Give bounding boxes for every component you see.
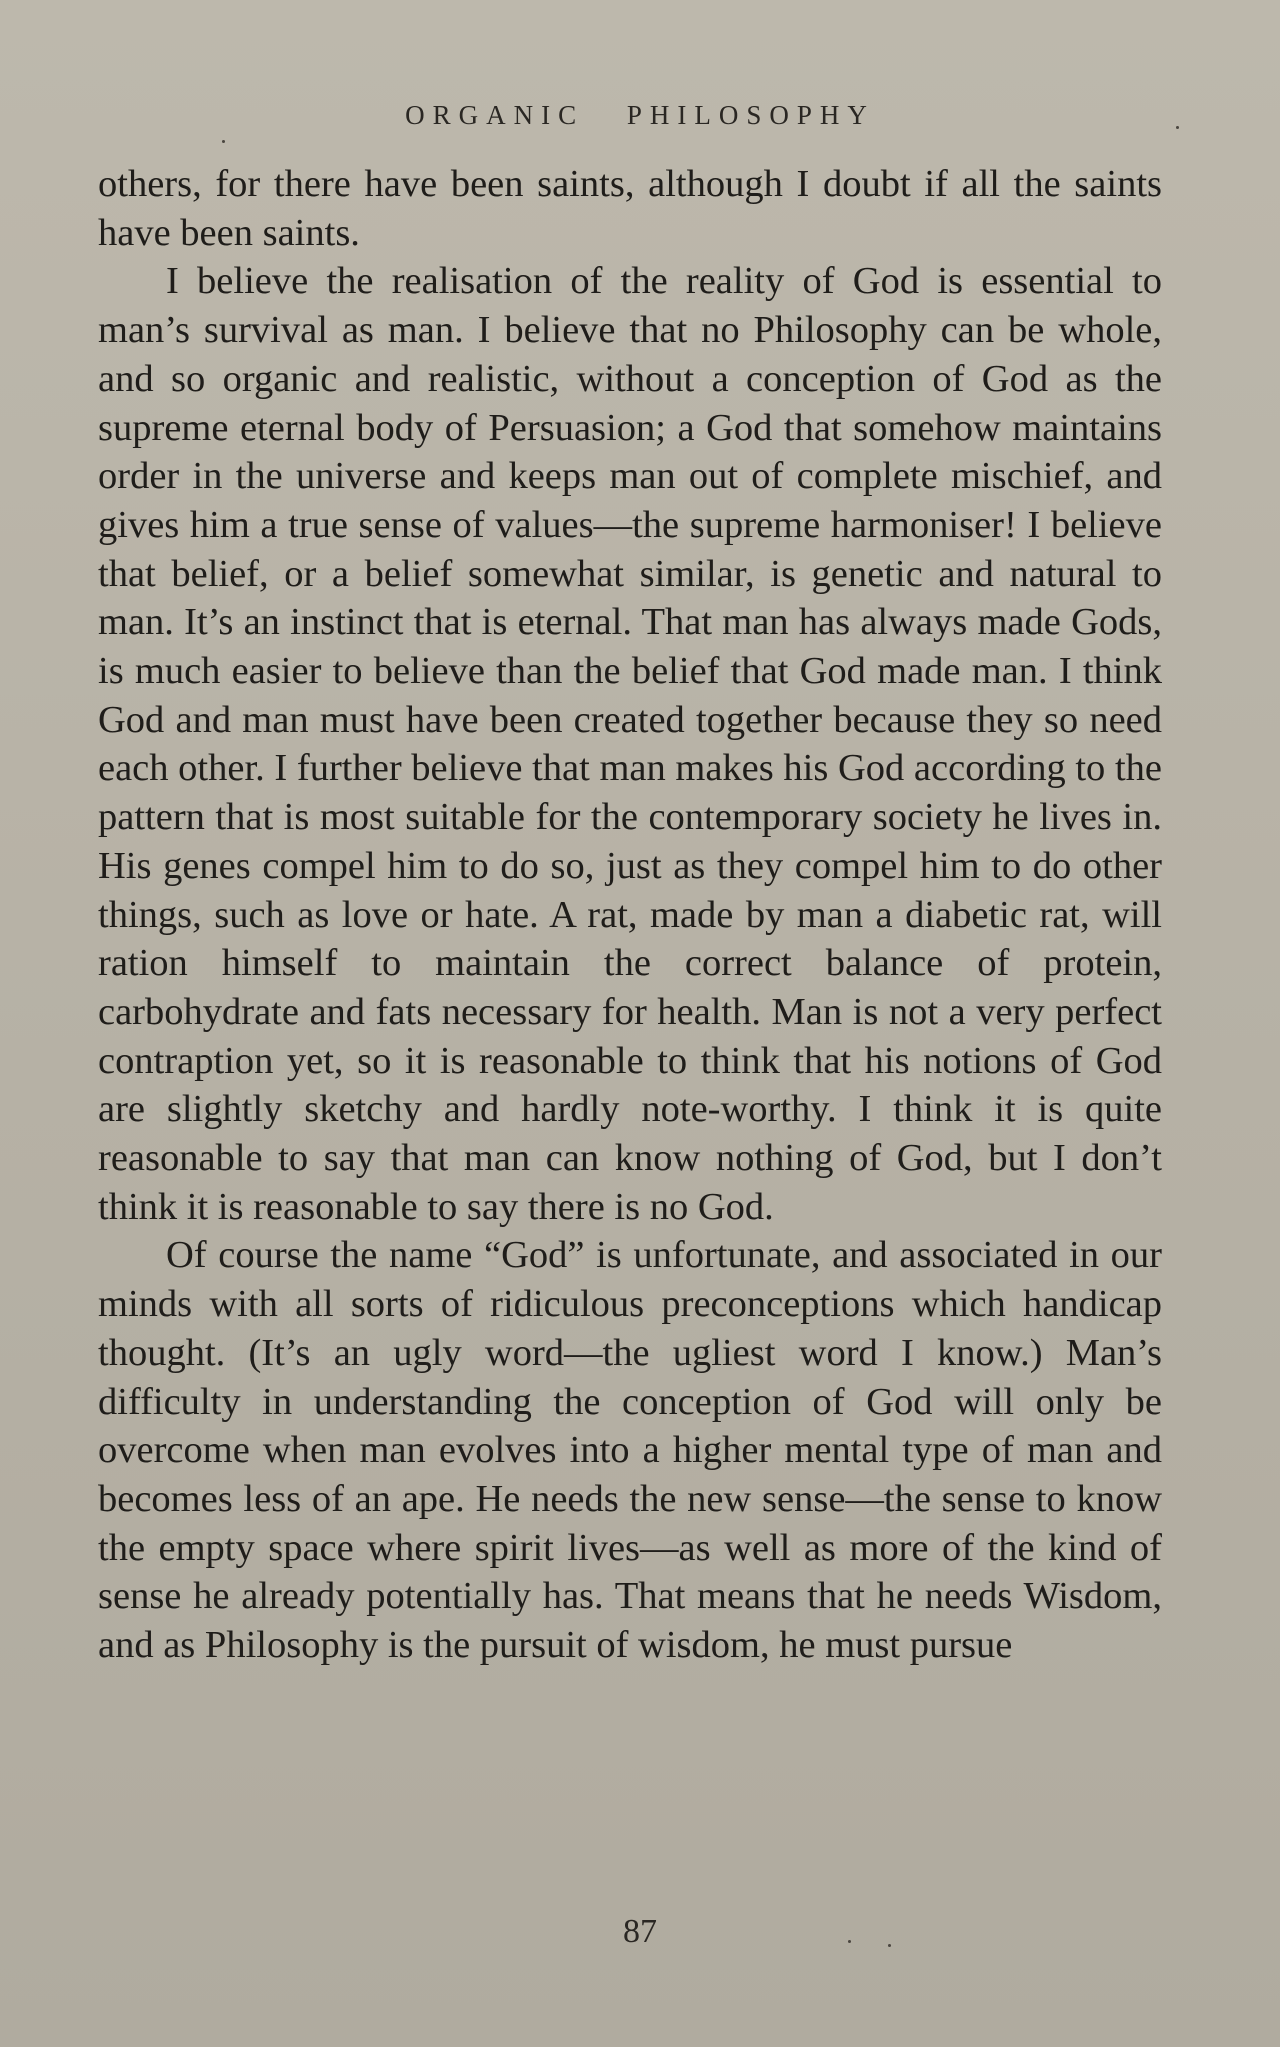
paragraph-2: I believe the realisation of the reality of God is essential to man’s survival as man. I believe that no Philosophy can be whole, and so organic and realistic, without a conception of God as the supreme eternal body of Persuasion; a God that somehow maintains order in the universe and keeps man out of complete mischief, and gives him a true sense of values—the supreme harmoniser! I believe that belief, or a belief somewhat similar, is genetic and natural to man. It’s an instinct that is eternal. That man has always made Gods, is much easier to believe than the belief that God made man. I think God and man must have been created together because they so need each other. I further believe that man makes his God according to the pattern that is most suitable for the contemporary society he lives in. His genes compel him to do so, just as they compel him to do other things, such as love or hate. A rat, made by man a diabetic rat, will ration himself to maintain the correct balance of protein, carbohydrate and fats necessary for health. Man is not a very perfect contraption yet, so it is reasonable to think that his notions of God are slightly sketchy and hardly note-worthy. I think it is quite reasonable to say that man can know nothing of God, but I don’t think it is reasonable to say there is no God.: [98, 260, 1162, 1228]
paper-speck: [222, 140, 225, 143]
running-head: [0, 100, 1280, 131]
running-head-word-1: ORGANIC: [405, 100, 585, 130]
page-number: 87: [623, 1913, 657, 1950]
paper-speck: [1176, 126, 1179, 129]
body-text: [98, 160, 1162, 1670]
running-head-word-2: PHILOSOPHY: [626, 100, 875, 130]
paper-speck: [848, 1940, 851, 1943]
paper-speck: [888, 1944, 891, 1947]
paragraph-1: others, for there have been saints, although I doubt if all the saints have been saints.: [98, 163, 1162, 254]
paragraph-3: Of course the name “God” is unfortunate, and associated in our minds with all sorts of ridiculous preconceptions which handicap thought. (It’s an ugly word—the ugliest word I know.) Man’s difficulty in understanding the conception of God will only be overcome when man evolves into a higher mental type of man and becomes less of an ape. He needs the new sense—the sense to know the empty space where spirit lives—as well as more of the kind of sense he already potentially has. That means that he needs Wisdom, and as Philosophy is the pursuit of wisdom, he must pursue: [98, 1234, 1162, 1667]
